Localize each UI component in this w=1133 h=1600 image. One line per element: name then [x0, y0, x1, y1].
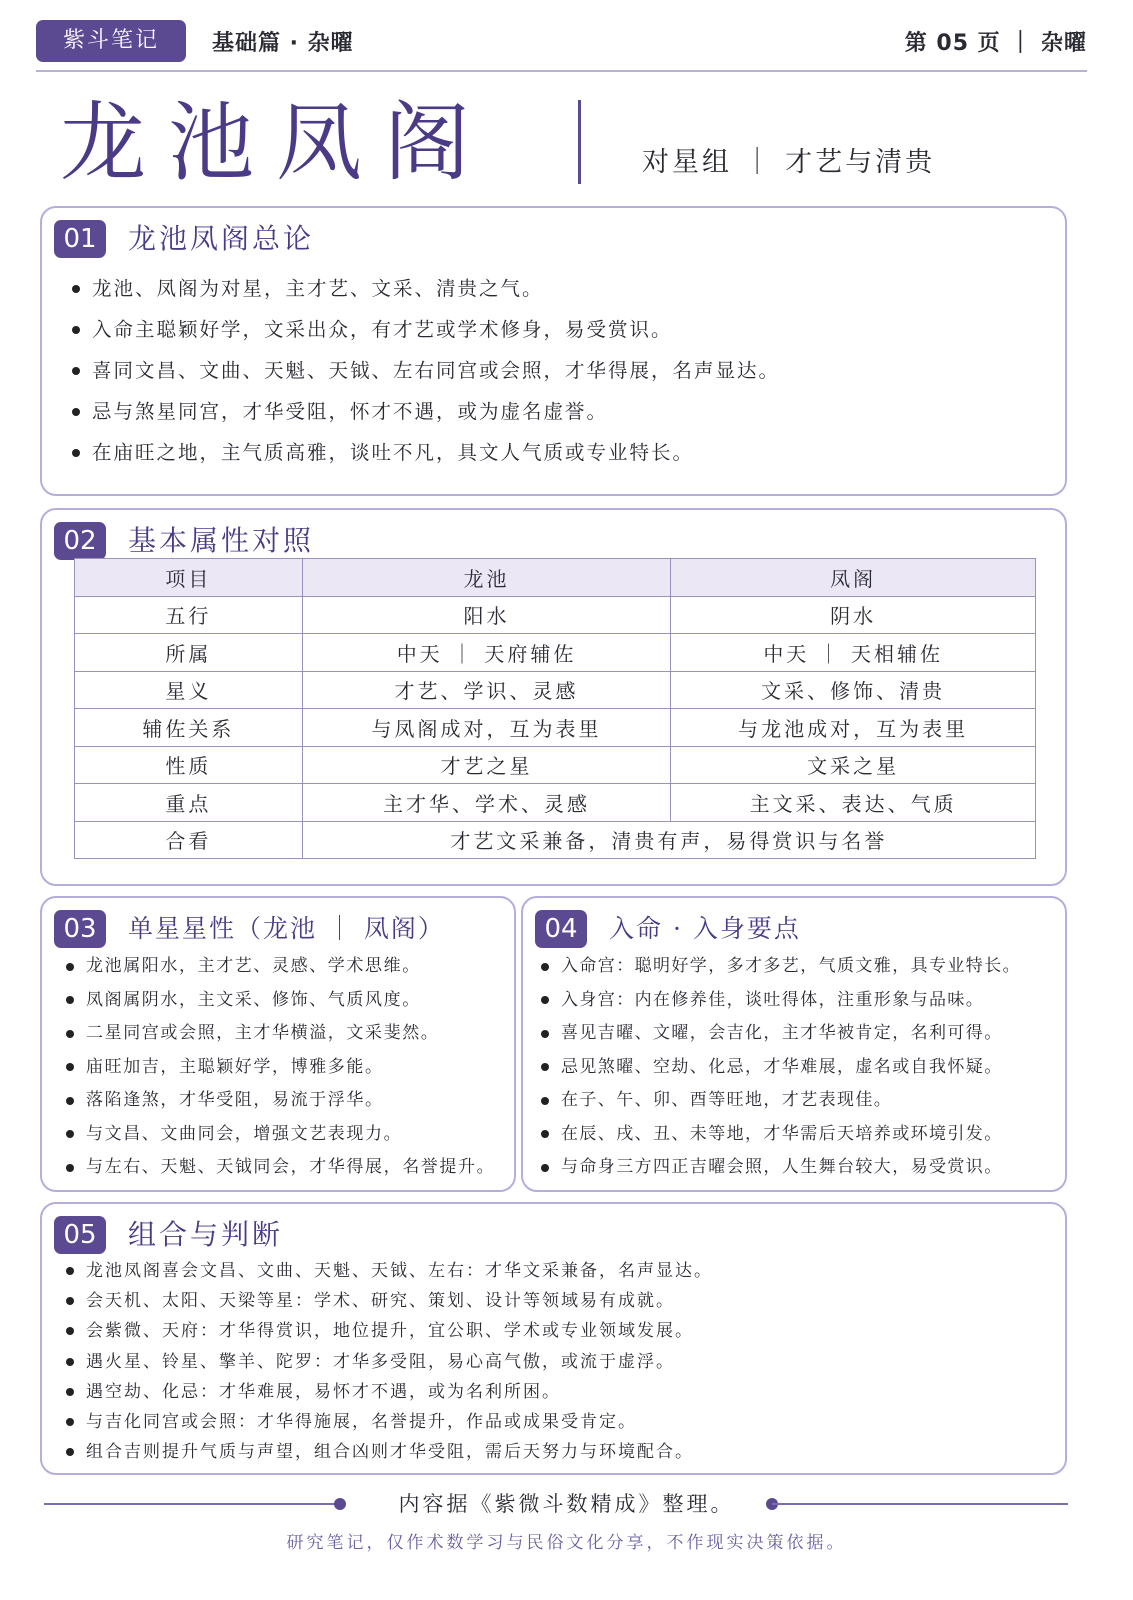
list-item [66, 1151, 495, 1185]
table-cell: 与龙池成对，互为表里 [671, 709, 1036, 747]
bullet-icon [66, 1164, 74, 1172]
list-item-text: 入身宫：内在修养佳，谈吐得体，注重形象与品味。 [561, 989, 985, 1010]
list-item [72, 432, 780, 473]
list-item-text: 与左右、天魁、天钺同会，才华得展，名誉提升。 [86, 1157, 496, 1177]
section-title: 龙池凤阁总论 [128, 222, 315, 255]
bullet-icon [541, 1130, 549, 1138]
bullet-icon [66, 1448, 74, 1456]
list-item [66, 984, 495, 1018]
table-row [75, 784, 1036, 822]
list-item-text: 入命宫：聪明好学，多才多艺，气质文雅，具专业特长。 [561, 956, 1021, 976]
list-item [66, 1316, 713, 1346]
list-item [66, 1437, 713, 1467]
table-cell: 文采之星 [671, 746, 1036, 784]
list-item-text: 忌见煞曜、空劫、化忌，才华难展，虚名或自我怀疑。 [561, 1056, 1003, 1077]
bullet-icon [541, 1063, 549, 1071]
bullet-icon [66, 996, 74, 1004]
section-number: 01 [54, 220, 106, 258]
table-header-cell: 龙池 [302, 559, 671, 597]
bullet-list [72, 268, 780, 473]
section-palace-points [521, 896, 1067, 1192]
footer-divider-right [772, 1503, 1068, 1505]
section-attributes [40, 508, 1067, 886]
table-cell: 才艺之星 [302, 746, 671, 784]
list-item-text: 喜见吉曜、文曜，会吉化，主才华被肯定，名利可得。 [561, 1023, 1003, 1043]
list-item [541, 984, 1021, 1018]
section-title: 入命 · 入身要点 [609, 914, 801, 943]
list-item [66, 1084, 495, 1118]
table-cell: 合看 [75, 821, 303, 859]
list-item [66, 1286, 713, 1316]
list-item-text: 喜同文昌、文曲、天魁、天钺、左右同宫或会照，才华得展，名声显达。 [92, 359, 781, 382]
list-item-text: 在子、午、卯、酉等旺地，才艺表现佳。 [561, 1090, 893, 1110]
bullet-icon [72, 367, 80, 375]
list-item-text: 与文昌、文曲同会，增强文艺表现力。 [86, 1123, 403, 1144]
list-item [541, 950, 1021, 984]
bullet-icon [541, 996, 549, 1004]
brand-badge: 紫斗笔记 [36, 20, 186, 62]
section-number: 05 [54, 1216, 106, 1254]
table-row [75, 596, 1036, 634]
header-divider [36, 70, 1087, 72]
bullet-list [66, 950, 495, 1185]
section-title: 组合与判断 [128, 1218, 284, 1251]
bullet-icon [66, 1358, 74, 1366]
table-row [75, 709, 1036, 747]
section-number: 04 [535, 910, 587, 948]
list-item-text: 在庙旺之地，主气质高雅，谈吐不凡，具文人气质或专业特长。 [92, 441, 695, 464]
page-indicator: 第 05 页 ｜ 杂曜 [904, 31, 1087, 56]
list-item [541, 1151, 1021, 1185]
bullet-icon [72, 449, 80, 457]
bullet-icon [541, 963, 549, 971]
section-number: 03 [54, 910, 106, 948]
list-item-text: 会天机、太阳、天梁等星：学术、研究、策划、设计等领域易有成就。 [86, 1291, 675, 1312]
list-item [72, 268, 780, 309]
table-header-row [75, 559, 1036, 597]
bullet-icon [66, 1267, 74, 1275]
list-item-text: 庙旺加吉，主聪颖好学，博雅多能。 [86, 1056, 384, 1077]
table-cell: 五行 [75, 596, 303, 634]
table-header-cell: 项目 [75, 559, 303, 597]
list-item-text: 落陷逢煞，才华受阻，易流于浮华。 [86, 1090, 384, 1110]
section-title: 基本属性对照 [128, 524, 315, 557]
list-item-text: 在辰、戌、丑、未等地，才华需后天培养或环境引发。 [561, 1123, 1003, 1144]
table-cell-combined: 才艺文采兼备，清贵有声，易得赏识与名誉 [302, 821, 1035, 859]
list-item-text: 龙池凤阁喜会文昌、文曲、天魁、天钺、左右：才华文采兼备，名声显达。 [86, 1261, 713, 1281]
section-combinations [40, 1202, 1067, 1475]
bullet-icon [541, 1097, 549, 1105]
table-cell: 性质 [75, 746, 303, 784]
section-number: 02 [54, 522, 106, 560]
list-item-text: 会紫微、天府：才华得赏识，地位提升，宜公职、学术或专业领域发展。 [86, 1321, 694, 1342]
list-item [541, 1084, 1021, 1118]
table-cell: 重点 [75, 784, 303, 822]
list-item [66, 1118, 495, 1152]
attribute-table [74, 558, 1036, 859]
bullet-icon [72, 326, 80, 334]
bullet-icon [541, 1164, 549, 1172]
list-item-text: 组合吉则提升气质与声望，组合凶则才华受阻，需后天努力与环境配合。 [86, 1442, 694, 1463]
list-item [66, 1256, 713, 1286]
table-row [75, 634, 1036, 672]
table-cell: 阳水 [302, 596, 671, 634]
section-title: 单星星性（龙池 ｜ 凤阁） [128, 914, 445, 943]
list-item [72, 309, 780, 350]
list-item [66, 1407, 713, 1437]
bullet-icon [66, 1297, 74, 1305]
bullet-list [66, 1256, 713, 1467]
section-overview [40, 206, 1067, 496]
series-label: 基础篇 · 杂曜 [212, 31, 354, 56]
list-item-text: 龙池、凤阁为对星，主才艺、文采、清贵之气。 [92, 277, 544, 300]
table-cell: 主文采、表达、气质 [671, 784, 1036, 822]
list-item-text: 龙池属阳水，主才艺、灵感、学术思维。 [86, 956, 421, 976]
bullet-icon [66, 1063, 74, 1071]
list-item [66, 1017, 495, 1051]
list-item-text: 忌与煞星同宫，才华受阻，怀才不遇，或为虚名虚誉。 [92, 400, 609, 423]
bullet-icon [66, 1130, 74, 1138]
list-item [541, 1118, 1021, 1152]
section-single-star [40, 896, 516, 1192]
title-divider [578, 100, 581, 184]
table-row [75, 746, 1036, 784]
list-item [541, 1051, 1021, 1085]
list-item [66, 1051, 495, 1085]
page-title: 龙池凤阁 [60, 93, 492, 193]
list-item-text: 凤阁属阴水，主文采、修饰、气质风度。 [86, 989, 421, 1010]
bullet-icon [541, 1030, 549, 1038]
table-row [75, 821, 1036, 859]
bullet-icon [66, 1030, 74, 1038]
list-item [72, 350, 780, 391]
list-item-text: 与吉化同宫或会照：才华得施展，名誉提升，作品或成果受肯定。 [86, 1411, 637, 1432]
bullet-icon [66, 1388, 74, 1396]
table-cell: 阴水 [671, 596, 1036, 634]
table-cell: 星义 [75, 671, 303, 709]
table-cell: 辅佐关系 [75, 709, 303, 747]
list-item-text: 二星同宫或会照，主才华横溢，文采斐然。 [86, 1023, 440, 1043]
list-item [541, 1017, 1021, 1051]
table-cell: 文采、修饰、清贵 [671, 671, 1036, 709]
table-cell: 与凤阁成对，互为表里 [302, 709, 671, 747]
list-item [66, 950, 495, 984]
list-item-text: 入命主聪颖好学，文采出众，有才艺或学术修身，易受赏识。 [92, 318, 673, 341]
page-subtitle: 对星组 ｜ 才艺与清贵 [642, 147, 936, 178]
bullet-icon [66, 1097, 74, 1105]
bullet-icon [66, 1418, 74, 1426]
bullet-icon [72, 285, 80, 293]
bullet-icon [66, 963, 74, 971]
table-cell: 中天 ｜ 天相辅佐 [671, 634, 1036, 672]
list-item-text: 遇空劫、化忌：才华难展，易怀才不遇，或为名利所困。 [86, 1381, 561, 1402]
footer-source: 内容据《紫微斗数精成》整理。 [398, 1492, 735, 1516]
list-item-text: 与命身三方四正吉曜会照，人生舞台较大，易受赏识。 [561, 1157, 1003, 1177]
list-item [66, 1347, 713, 1377]
table-cell: 所属 [75, 634, 303, 672]
table-cell: 才艺、学识、灵感 [302, 671, 671, 709]
table-row [75, 671, 1036, 709]
list-item [66, 1377, 713, 1407]
table-cell: 中天 ｜ 天府辅佐 [302, 634, 671, 672]
bullet-list [541, 950, 1021, 1185]
bullet-icon [72, 408, 80, 416]
footer-disclaimer: 研究笔记，仅作术数学习与民俗文化分享，不作现实决策依据。 [286, 1533, 847, 1553]
list-item-text: 遇火星、铃星、擎羊、陀罗：才华多受阻，易心高气傲，或流于虚浮。 [86, 1351, 675, 1372]
table-cell: 主才华、学术、灵感 [302, 784, 671, 822]
table-header-cell: 凤阁 [671, 559, 1036, 597]
list-item [72, 391, 780, 432]
bullet-icon [66, 1327, 74, 1335]
